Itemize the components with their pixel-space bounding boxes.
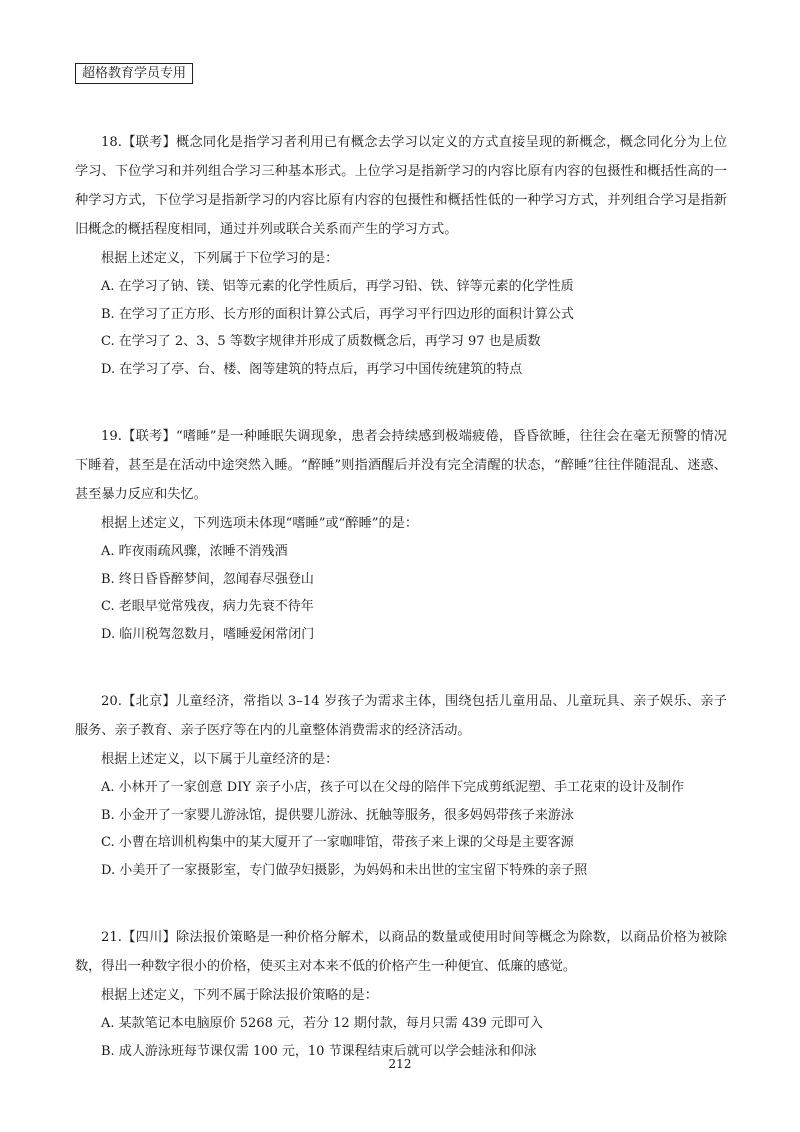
header-label: 超格教育学员专用 bbox=[75, 63, 193, 84]
question-stem: 20.【北京】儿童经济，常指以 3–14 岁孩子为需求主体，围绕包括儿童用品、儿童玩具、亲子娱乐、亲子服务、亲子教育、亲子医疗等在内的儿童整体消费需求的经济活动。 bbox=[75, 694, 727, 738]
option-d: D. 在学习了亭、台、楼、阁等建筑的特点后，再学习中国传统建筑的特点 bbox=[101, 361, 523, 377]
option-b: B. 终日昏昏醉梦间，忽闻春尽强登山 bbox=[101, 571, 314, 587]
question-21 bbox=[75, 923, 727, 1065]
question-prompt: 根据上述定义，以下属于儿童经济的是： bbox=[101, 752, 339, 767]
question-stem: 21.【四川】除法报价策略是一种价格分解术，以商品的数量或使用时间等概念为除数，以商品价格为被除数，得出一种数字很小的价格，使买主对本来不低的价格产生一种便宜、低廉的感觉。 bbox=[75, 930, 727, 974]
question-prompt: 根据上述定义，下列不属于除法报价策略的是： bbox=[101, 988, 378, 1003]
question-stem: 19.【联考】“嗜睡”是一种睡眠失调现象，患者会持续感到极端疲倦，昏昏欲睡，往往会在毫无预警的情况下睡着，甚至是在活动中途突然入睡。“醉睡”则指酒醒后并没有完全清醒的状态，“醉睡”往往伴随混乱、迷惑、甚至暴力反应和失忆。 bbox=[75, 429, 727, 502]
option-b: B. 小金开了一家婴儿游泳馆，提供婴儿游泳、抚触等服务，很多妈妈带孩子来游泳 bbox=[101, 807, 574, 823]
option-b: B. 成人游泳班每节课仅需 100 元，10 节课程结束后就可以学会蛙泳和仰泳 bbox=[101, 1043, 537, 1059]
question-19 bbox=[75, 422, 727, 648]
option-a: A. 某款笔记本电脑原价 5268 元，若分 12 期付款，每月只需 439 元即可入 bbox=[101, 1016, 543, 1031]
option-c: C. 小曹在培训机构集中的某大厦开了一家咖啡馆，带孩子来上课的父母是主要客源 bbox=[101, 835, 574, 850]
question-stem: 18.【联考】概念同化是指学习者利用已有概念去学习以定义的方式直接呈现的新概念，概念同化分为上位学习、下位学习和并列组合学习三种基本形式。上位学习是指新学习的内容比原有内容的包摄性和概括性高的一种学习方式，下位学习是指新学习的内容比原有内容的包摄性和概括性低的一种学习方式，并列组合学习是指新旧概念的概括程度相同，通过并列或联合关系而产生的学习方式。 bbox=[75, 135, 727, 237]
option-d: D. 临川税驾忽数月，嗜睡爱闲常闭门 bbox=[101, 626, 315, 642]
option-b: B. 在学习了正方形、长方形的面积计算公式后，再学习平行四边形的面积计算公式 bbox=[101, 306, 574, 322]
question-18 bbox=[75, 128, 727, 383]
question-20 bbox=[75, 687, 727, 884]
page-number: 212 bbox=[388, 1057, 412, 1071]
question-prompt: 根据上述定义，下列选项未体现“嗜睡”或“醉睡”的是： bbox=[101, 516, 419, 531]
option-a: A. 昨夜雨疏风骤，浓睡不消残酒 bbox=[101, 544, 288, 559]
option-c: C. 老眼早觉常残夜，病力先衰不待年 bbox=[101, 599, 314, 614]
question-prompt: 根据上述定义，下列属于下位学习的是： bbox=[101, 251, 339, 266]
option-d: D. 小美开了一家摄影室，专门做孕妇摄影，为妈妈和未出世的宝宝留下特殊的亲子照 bbox=[101, 862, 588, 878]
option-c: C. 在学习了 2、3、5 等数字规律并形成了质数概念后，再学习 97 也是质数 bbox=[101, 334, 541, 349]
option-a: A. 小林开了一家创意 DIY 亲子小店，孩子可以在父母的陪伴下完成剪纸泥塑、手工花束的设计及制作 bbox=[101, 780, 685, 795]
question-list bbox=[75, 128, 727, 1104]
option-a: A. 在学习了钠、镁、铝等元素的化学性质后，再学习铅、铁、锌等元素的化学性质 bbox=[101, 279, 574, 294]
